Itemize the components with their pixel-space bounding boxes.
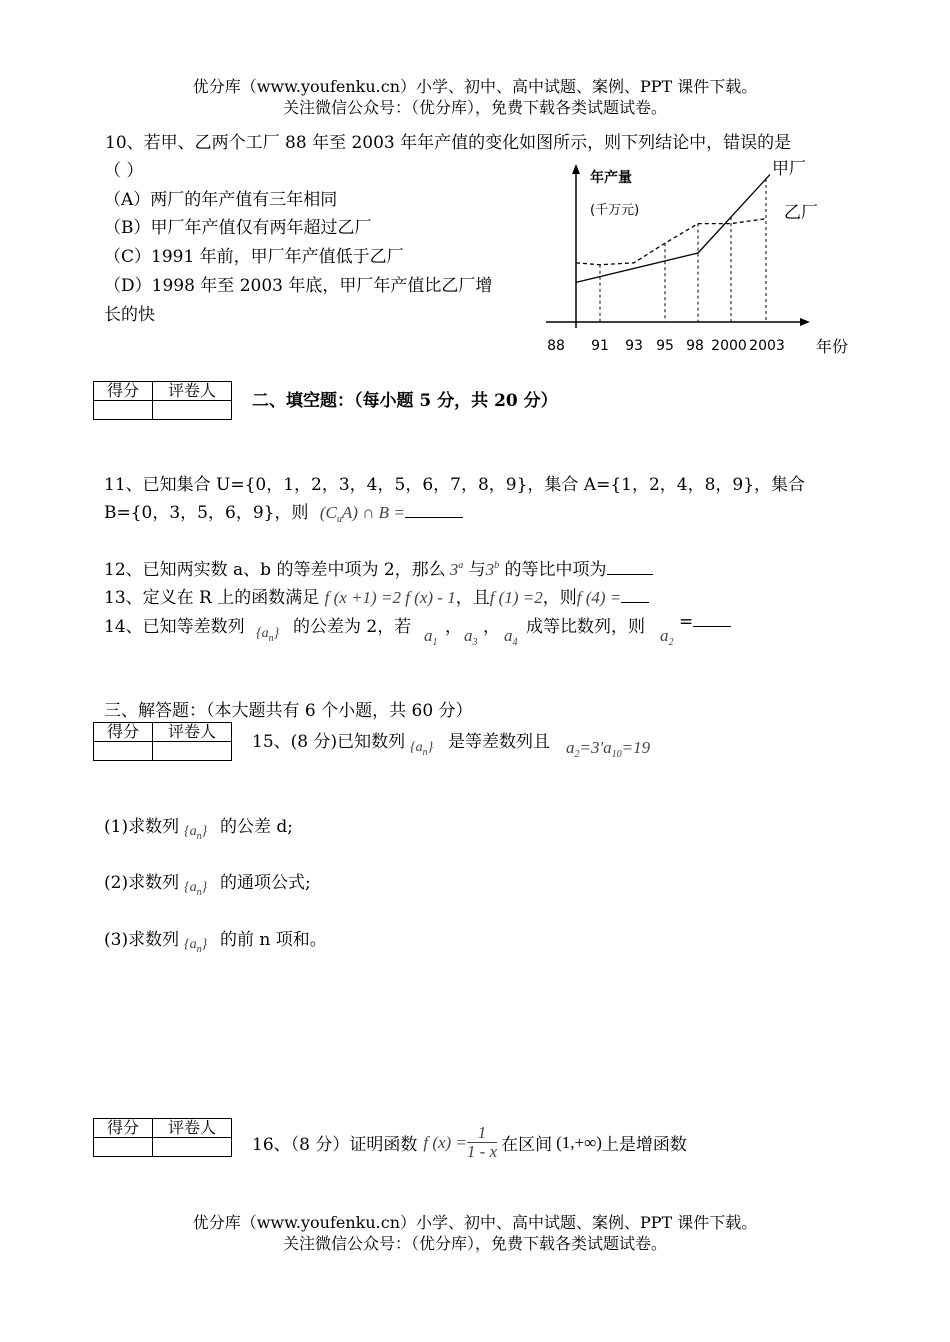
score-label: 得分 <box>94 382 153 401</box>
q13-f1: f (x +1) =2 f (x) - 1 <box>324 588 456 607</box>
q11-line2 <box>104 498 463 525</box>
series-line-jia <box>576 175 770 283</box>
q15-seq: $\{a_n\}$ <box>410 740 434 758</box>
q15-part3: (3)求数列 <box>104 930 180 950</box>
q12-blank[interactable] <box>607 560 653 575</box>
grader-cell[interactable] <box>153 1138 232 1157</box>
q14-post: 成等比数列，则 <box>526 617 645 637</box>
q13-f2: f (1) =2 <box>489 588 543 607</box>
q10-option-b: （B）甲厂年产值仅有两年超过乙厂 <box>104 218 372 238</box>
q11-line1: 11、已知集合 U={0，1，2，3，4，5，6，7，8，9}，集合 A={1，2，4，8，9}，集合 <box>104 475 806 495</box>
y-axis-label: 年产量 <box>590 170 632 186</box>
q14-a1: $a_1$ <box>424 626 438 648</box>
x-tick-label: 88 <box>547 338 565 354</box>
q14-a4: $a_4$ <box>504 626 518 648</box>
q11-line2-text: B={0，3，5，6，9}，则 <box>104 503 309 523</box>
q14-a3: $a_3$ <box>464 626 478 648</box>
q10-option-a: （A）两厂的年产值有三年相同 <box>104 190 338 210</box>
footer-line-2: 关注微信公众号：（优分库），免费下载各类试题试卷。 <box>282 1234 667 1253</box>
q14-seq: $\{a_n\}$ <box>256 626 280 644</box>
q15-pre: 15、(8 分)已知数列 <box>252 732 406 752</box>
section3-title: 三、解答题：（本大题共有 6 个小题，共 60 分） <box>104 701 473 721</box>
y-axis-arrow <box>572 164 580 174</box>
series-line-yi <box>576 219 766 265</box>
q14-blank[interactable] <box>693 612 731 627</box>
q11-expression: $(C_uA)$ ∩ B = <box>319 503 405 525</box>
q13-blank[interactable] <box>621 588 649 603</box>
q15-condition: $a_2=3'a_{10}=19$ <box>566 738 651 760</box>
score-cell[interactable] <box>94 401 153 420</box>
series-label-jia: 甲厂 <box>772 159 806 179</box>
x-tick-label: 91 <box>591 338 609 354</box>
q16: 16、（8 分）证明函数 f (x) = $\frac{1}{1 - x}$ 在区间 (1,+∞) 上是增函数 <box>252 1123 687 1161</box>
q15-part1: (1)求数列 <box>104 817 180 837</box>
q14-a2: $a_2$ <box>660 626 674 648</box>
q12: 12、已知两实数 a、b 的等差中项为 2，那么 3$^a$ 与3$^b$ 的等比中项为 <box>104 555 653 580</box>
q10-paren: （ ） <box>104 161 144 181</box>
section2-title: 二、填空题：（每小题 5 分，共 20 分） <box>252 391 558 411</box>
q14-mid: 的公差为 2，若 <box>293 617 412 637</box>
q13: 13、定义在 R 上的函数满足 f (x +1) =2 f (x) - 1，且f (1) =2，则f (4) = <box>104 583 649 608</box>
y-axis-unit: (千万元) <box>590 203 640 218</box>
score-box-1 <box>93 381 232 420</box>
x-tick-label: 2003 <box>749 338 785 354</box>
q10-option-d: （D）1998 年至 2003 年底，甲厂年产值比乙厂增 <box>104 276 493 296</box>
q15-part2: (2)求数列 <box>104 873 180 893</box>
q10-option-d-cont: 长的快 <box>104 305 155 325</box>
score-box-3: 得分 评卷人 <box>93 1118 232 1157</box>
q10-stem: 10、若甲、乙两个工厂 88 年至 2003 年年产值的变化如图所示，则下列结论中，错误的是 <box>105 133 792 153</box>
q11-blank[interactable] <box>405 503 463 518</box>
q16-fraction: $\frac{1}{1 - x}$ <box>466 1123 498 1161</box>
q10-option-c: （C）1991 年前，甲厂年产值低于乙厂 <box>104 247 404 267</box>
q13-f3: f (4) = <box>576 588 622 607</box>
x-axis-label: 年份 <box>816 337 849 356</box>
production-chart <box>538 150 858 360</box>
score-box-2: 得分 评卷人 <box>93 722 232 761</box>
x-tick-label: 95 <box>656 338 674 354</box>
x-axis-arrow <box>800 318 810 326</box>
grader-label: 评卷人 <box>153 382 232 401</box>
x-tick-label: 2000 <box>711 338 747 354</box>
header-line-1: 优分库（www.youfenku.cn）小学、初中、高中试题、案例、PPT 课件下载。 <box>192 77 758 96</box>
q14: 14、已知等差数列 <box>104 617 245 637</box>
footer-line-1: 优分库（www.youfenku.cn）小学、初中、高中试题、案例、PPT 课件下载。 <box>192 1213 758 1232</box>
grader-cell[interactable] <box>153 401 232 420</box>
score-cell[interactable] <box>94 1138 153 1157</box>
score-cell[interactable] <box>94 742 153 761</box>
q12-3b: 3$^b$ <box>485 560 500 579</box>
x-tick-label: 98 <box>686 338 704 354</box>
q15-mid: 是等差数列且 <box>448 732 550 752</box>
grader-cell[interactable] <box>153 742 232 761</box>
header-line-2: 关注微信公众号：（优分库），免费下载各类试题试卷。 <box>282 98 667 117</box>
x-tick-label: 93 <box>625 338 643 354</box>
series-label-yi: 乙厂 <box>784 203 818 223</box>
q12-3a: 3$^a$ <box>449 560 464 579</box>
